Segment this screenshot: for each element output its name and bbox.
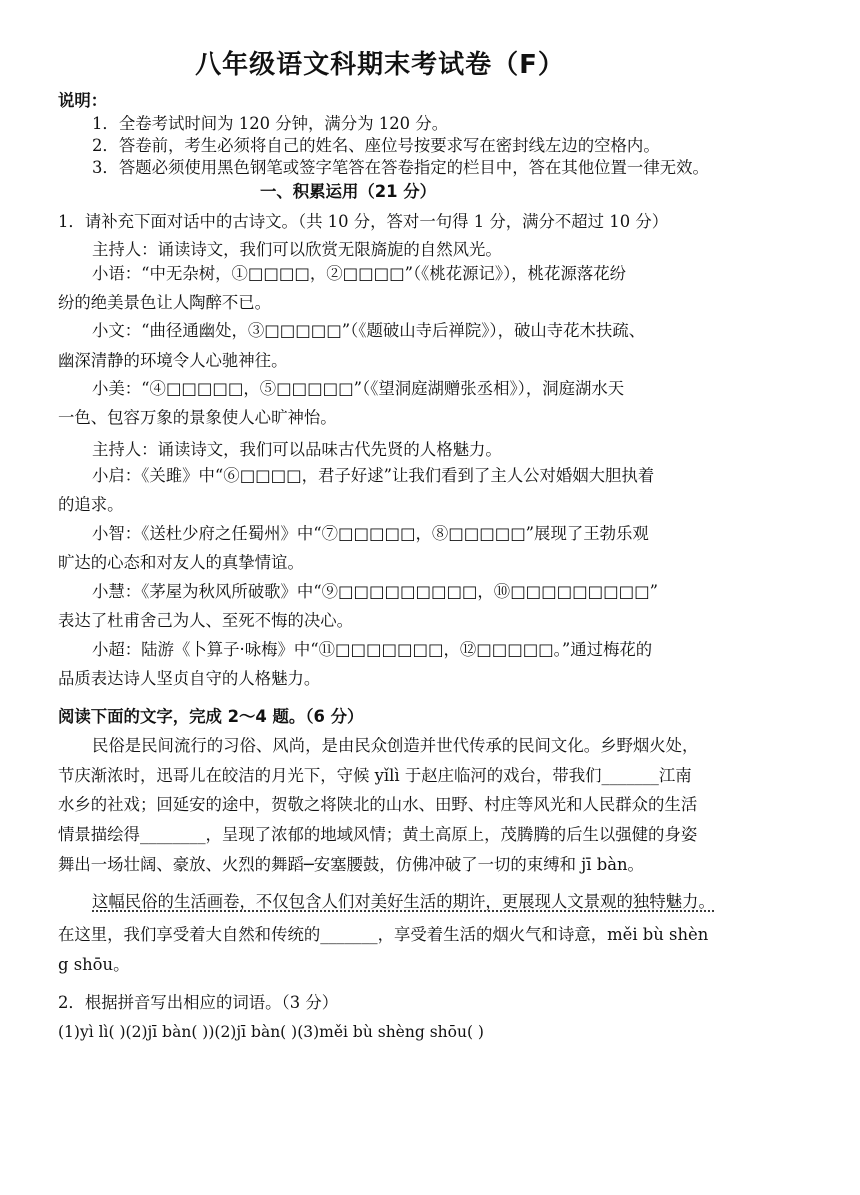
dialogue-line: 幽深清静的环境令人心驰神往。 [58,351,288,370]
section-heading: 一、积累运用（21 分） [260,182,437,201]
reading-line: 舞出一场壮阔、豪放、火烈的舞蹈─安塞腰鼓，仿佛冲破了一切的束缚和 jī bàn。 [58,855,644,874]
instructions-heading: 说明： [58,91,108,110]
reading-line: 在这里，我们享受着大自然和传统的_______，享受着生活的烟火气和诗意，měi bù shèn [58,925,709,944]
dialogue-line: 主持人：诵读诗文，我们可以欣赏无限旖旎的自然风光。 [92,240,502,259]
dialogue-line: 一色、包容万象的景象使人心旷神怡。 [58,408,337,427]
dialogue-line: 小语：“中无杂树，①□□□□，②□□□□”（《桃花源记》），桃花源落花纷 [92,264,627,283]
instruction-item: 1．全卷考试时间为 120 分钟，满分为 120 分。 [92,114,449,133]
exam-title: 八年级语文科期末考试卷（F） [195,50,565,80]
reading-line: 这幅民俗的生活画卷，不仅包含人们对美好生活的期许，更展现人文景观的独特魅力。 [92,892,715,911]
instruction-item: 2．答卷前，考生必须将自己的姓名、座位号按要求写在密封线左边的空格内。 [92,136,660,155]
instruction-item: 3．答题必须使用黑色钢笔或签字笔答在答卷指定的栏目中，答在其他位置一律无效。 [92,158,709,177]
dialogue-line: 纷的绝美景色让人陶醉不已。 [58,293,272,312]
question-1-prompt: 1．请补充下面对话中的古诗文。（共 10 分，答对一句得 1 分，满分不超过 10 分） [58,212,669,231]
dialogue-line: 品质表达诗人坚贞自守的人格魅力。 [58,669,321,688]
dialogue-line: 小美：“④□□□□□，⑤□□□□□”（《望洞庭湖赠张丞相》），洞庭湖水天 [92,379,625,398]
reading-heading: 阅读下面的文字，完成 2～4 题。（6 分） [58,707,364,726]
dialogue-line: 表达了杜甫舍己为人、至死不悔的决心。 [58,611,354,630]
dialogue-line: 旷达的心态和对友人的真挚情谊。 [58,553,304,572]
dialogue-line: 小文：“曲径通幽处，③□□□□□”（《题破山寺后禅院》），破山寺花木扶疏、 [92,321,646,340]
reading-line: 民俗是民间流行的习俗、风尚，是由民众创造并世代传承的民间文化。乡野烟火处， [92,736,699,755]
dialogue-line: 小智：《送杜少府之任蜀州》中“⑦□□□□□，⑧□□□□□”展现了王勃乐观 [92,524,649,543]
dialogue-line: 小超：陆游《卜算子·咏梅》中“⑪□□□□□□□，⑫□□□□□。”通过梅花的 [92,640,653,659]
reading-line: 节庆渐浓时，迅哥儿在皎洁的月光下，守候 yǐlì 于赵庄临河的戏台，带我们_______江南 [58,766,692,785]
dialogue-line: 主持人：诵读诗文，我们可以品味古代先贤的人格魅力。 [92,440,502,459]
dialogue-line: 的追求。 [58,495,124,514]
question-2-answer-line[interactable]: (1)yì lì( )(2)jī bàn( ))(2)jī bàn( )(3)měi bù shèng shōu( ) [58,1023,484,1041]
dialogue-line: 小慧：《茅屋为秋风所破歌》中“⑨□□□□□□□□□，⑩□□□□□□□□□” [92,582,658,601]
reading-line: g shōu。 [58,955,130,974]
reading-line: 情景描绘得________，呈现了浓郁的地域风情；黄土高原上，茂腾腾的后生以强健的身姿 [58,825,698,844]
dialogue-line: 小启：《关雎》中“⑥□□□□，君子好逑”让我们看到了主人公对婚姻大胆执着 [92,466,655,485]
reading-line: 水乡的社戏；回延安的途中，贺敬之将陕北的山水、田野、村庄等风光和人民群众的生活 [58,795,698,814]
question-2-prompt: 2．根据拼音写出相应的词语。（3 分） [58,993,339,1012]
